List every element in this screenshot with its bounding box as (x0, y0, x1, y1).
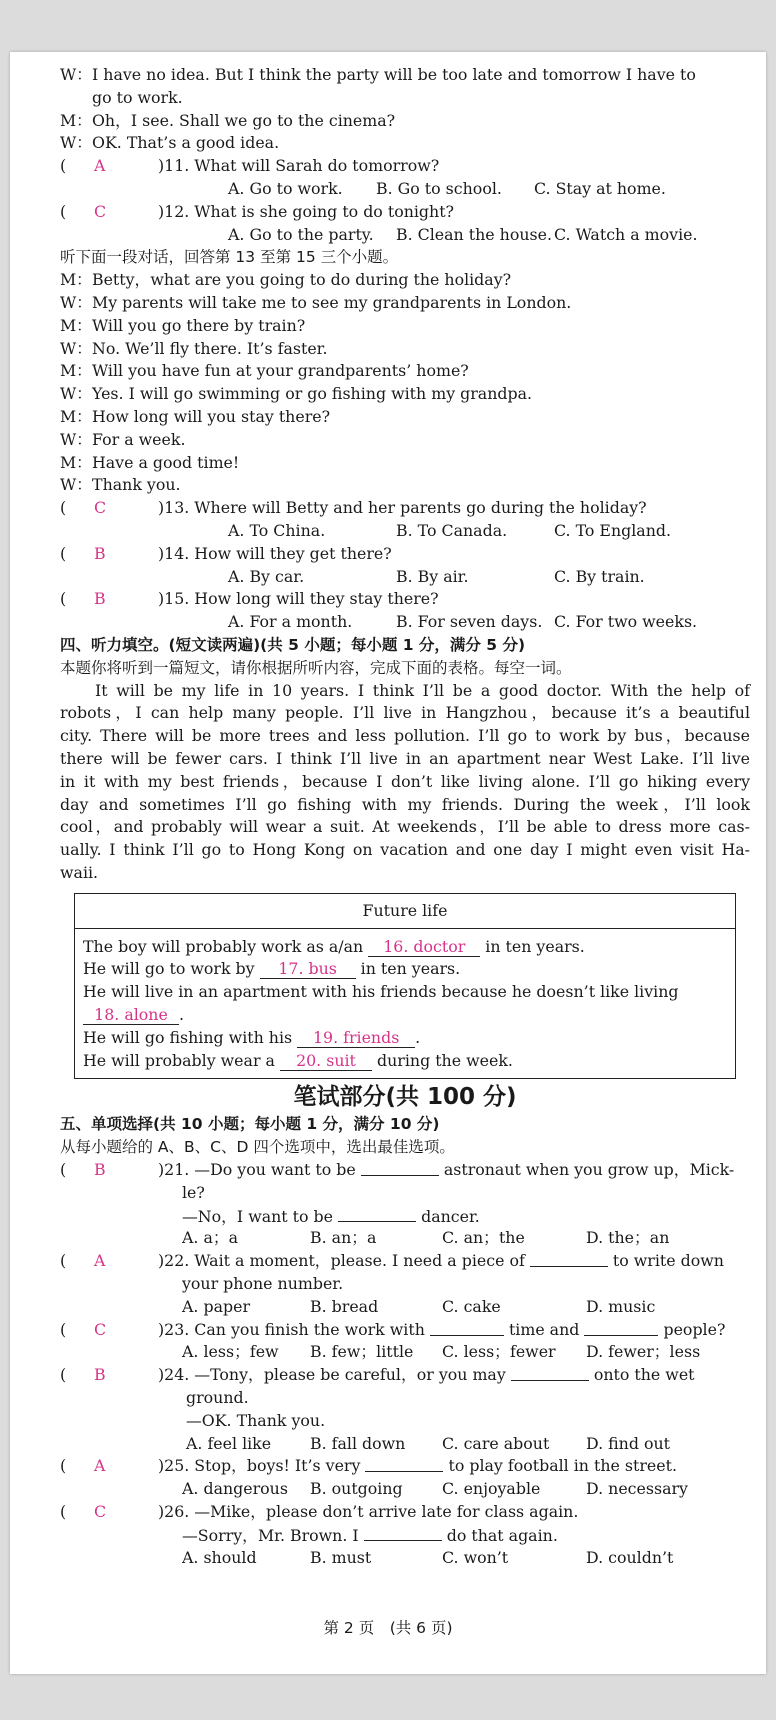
question-text: )15. How long will they stay there? (158, 589, 439, 609)
fill-blank-17: 17. bus (260, 960, 356, 979)
options-25: A. dangerous B. outgoing C. enjoyable D. necessary (182, 1479, 688, 1499)
dialog-line: W：Yes. I will go swimming or go fishing with my grandpa. (60, 384, 533, 404)
dialog-intro: 听下面一段对话，回答第 13 至第 15 三个小题。 (60, 248, 399, 267)
option-c: C. By train. (554, 566, 645, 586)
reply-line: —Sorry，Mr. Brown. I do that again. (182, 1525, 558, 1545)
question-11: ( A )11. What will Sarah do tomorrow? (60, 155, 750, 178)
option-a: A. For a month. (228, 612, 353, 632)
question-14: ( B )14. How will they get there? (60, 543, 750, 566)
answer-26: C (94, 1502, 107, 1522)
table-row: He will go to work by 17. bus in ten years. (83, 959, 461, 979)
options-12 (60, 224, 750, 247)
table-row: The boy will probably work as a/an 16. doctor in ten years. (83, 936, 585, 956)
question-15: ( B )15. How long will they stay there? (60, 588, 750, 611)
dialog-line: W：I have no idea. But I think the party will be too late and tomorrow I have to (60, 65, 696, 84)
question-21: ( B )21. —Do you want to be astronaut when you grow up，Mick- (60, 1159, 750, 1182)
option-c: C. Watch a movie. (554, 224, 698, 244)
options-24: A. feel like B. fall down C. care about D. find out (186, 1433, 671, 1453)
answer-25: A (94, 1456, 106, 1476)
answer-blank (430, 1319, 504, 1336)
passage-line: in it with my best friends，because I don’t like living alone. I’ll go hiking every (60, 771, 750, 791)
passage-line: ually. I think I’ll go to Hong Kong on vacation and one day I might even visit Ha- (60, 840, 750, 860)
table-row: He will probably wear a 20. suit during the week. (83, 1050, 513, 1070)
answer-24: B (94, 1365, 106, 1385)
question-23: ( C )23. Can you finish the work with time and people? (60, 1319, 750, 1342)
answer-13: C (94, 498, 107, 518)
question-22: ( A )22. Wait a moment，please. I need a piece of to write down (60, 1250, 750, 1273)
options-22: A. paper B. bread C. cake D. music (182, 1296, 656, 1316)
exam-page (10, 52, 766, 1674)
option-a: A. By car. (228, 566, 305, 586)
page-footer: 第 2 页 (共 6 页) (323, 1619, 453, 1637)
fill-blank-18: 18. alone (83, 1006, 179, 1025)
options-15 (60, 611, 750, 634)
option-c: C. Stay at home. (534, 178, 666, 198)
passage-line: city. There will be more trees and less pollution. I’ll go to work by bus，because (60, 726, 750, 746)
fill-blank-20: 20. suit (280, 1052, 372, 1071)
section-4-title: 四、听力填空。(短文读两遍)(共 5 小题；每小题 1 分，满分 5 分) (60, 635, 526, 654)
question-12: ( C )12. What is she going to do tonight? (60, 201, 750, 224)
dialog-line: M：Have a good time! (60, 452, 240, 472)
answer-blank (364, 1524, 442, 1541)
fill-blank-16: 16. doctor (368, 938, 480, 957)
answer-21: B (94, 1160, 106, 1180)
option-b: B. For seven days. (396, 612, 543, 632)
answer-15: B (94, 589, 106, 609)
option-c: C. For two weeks. (554, 612, 698, 632)
table-row: He will go fishing with his 19. friends . (83, 1027, 421, 1047)
option-b: B. By air. (396, 566, 469, 586)
table-title: Future life (75, 894, 735, 929)
dialog-line: W：For a week. (60, 429, 186, 449)
answer-blank (365, 1455, 443, 1472)
option-a: A. Go to the party. (228, 224, 374, 244)
question-24: ( B )24. —Tony，please be careful，or you may onto the wet (60, 1364, 750, 1387)
answer-blank (511, 1364, 589, 1381)
fill-blank-19: 19. friends (297, 1029, 415, 1048)
dialog-line: M：Oh，I see. Shall we go to the cinema? (60, 110, 396, 130)
passage-line: It will be my life in 10 years. I think I’ll be a good doctor. With the help of (95, 680, 750, 700)
passage-line: day and sometimes I’ll go fishing with my friends. During the week，I’ll look (60, 794, 750, 814)
answer-22: A (94, 1251, 106, 1271)
question-text: )12. What is she going to do tonight? (158, 201, 455, 221)
reply-line: —No，I want to be dancer. (182, 1206, 480, 1226)
written-part-title: 笔试部分(共 100 分) (293, 1084, 517, 1111)
passage-line: waii. (60, 862, 99, 882)
option-b: B. Go to school. (376, 178, 502, 198)
answer-11: A (94, 156, 106, 176)
answer-14: B (94, 543, 106, 563)
table-row: He will live in an apartment with his friends because he doesn’t like living (83, 982, 679, 1002)
option-b: B. To Canada. (396, 520, 508, 540)
options-26: A. should B. must C. won’t D. couldn’t (182, 1547, 674, 1567)
option-a: A. Go to work. (228, 178, 343, 198)
dialog-line: W：No. We’ll fly there. It’s faster. (60, 338, 328, 358)
question-25: ( A )25. Stop，boys! It’s very to play football in the street. (60, 1455, 750, 1478)
section-5-title: 五、单项选择(共 10 小题；每小题 1 分，满分 10 分) (60, 1115, 440, 1134)
options-21: A. a；a B. an；a C. an；the D. the；an (182, 1228, 670, 1248)
passage-line: robots，I can help many people. I’ll live in Hangzhou，because it’s a beautiful (60, 703, 750, 723)
dialog-line: W：My parents will take me to see my grandparents in London. (60, 292, 572, 312)
dialog-line: M：Betty，what are you going to do during the holiday? (60, 270, 512, 290)
option-b: B. Clean the house. (396, 224, 552, 244)
question-26: ( C )26. —Mike，please don’t arrive late for class again. (60, 1501, 750, 1524)
question-text: )11. What will Sarah do tomorrow? (158, 156, 440, 176)
dialog-line: M：Will you have fun at your grandparents’ home? (60, 361, 469, 381)
options-23: A. less；few B. few；little C. less；fewer D. fewer；less (182, 1342, 701, 1362)
answer-blank (361, 1159, 439, 1176)
answer-23: C (94, 1319, 107, 1339)
future-life-table (74, 893, 736, 1080)
option-a: A. To China. (228, 520, 326, 540)
options-14 (60, 566, 750, 589)
dialog-line: go to work. (92, 87, 183, 107)
table-row: 18. alone . (83, 1004, 735, 1027)
dialog-line: W：OK. That’s a good idea. (60, 133, 280, 153)
section-4-instructions: 本题你将听到一篇短文，请你根据所听内容，完成下面的表格。每空一词。 (60, 658, 572, 677)
answer-12: C (94, 201, 107, 221)
page-content: W：I have no idea. But I think the party will be too late and tomorrow I have to go to work. M：Oh，I see. Shall we go to the cinema? W：OK. That’s a good idea. ( A )11. What will Sarah do tomorrow? A. Go to work. B. Go to school. C. Stay at home. ( C )12. What is she going to do tonight? A. Go to the party. B. Clean the house. C. Watch a movie. 听下面一段对话，回答第 13 至第 15 三个小题。 M：Betty，what are you going to do during the holiday? W：My parents will take me to see my grandparents in London. M：Will you go there by train? W：No. We’ll fly there. It’s faster. M：Will you have fun at your grandparents’ home? W：Yes. I will go swimming or go fishing with my grandpa. M：How long will you stay there? W：For a week. M：Have a good time! W：Thank you. ( C )13. Where will Betty and her parents go during the holiday? A. To China. B. To Canada. C. To England. ( B )14. How will they get there? A. By car. B. By air. C. By train. ( B )15. How long will they stay there? A. For a month. B. For seven days. C. For two weeks. 四、听力填空。(短文读两遍)(共 5 小题；每小题 1 分，满分 5 分) 本题你将听到一篇短文，请你根据所听内容，完成下面的表格。每空一词。 It will be my life in 10 years. I think I’ll be a good doctor. With the help of robots，I can help many people. I’ll live in Hangzhou，because it’s a beautiful city. There will be more trees and less pollution. I’ll go to work by bus，because there will be fewer cars. I think I’ll live in an apartment near West Lake. I’ll live in it with my best friends，because I don’t like living alone. I’ll go hiking every day and sometimes I’ll go fishing with my friends. During the week，I’ll look cool，and probably will wear a suit. At weekends，I’ll be able to dress more cas- ually. I think I’ll go to Hong Kong on vacation and one day I might even visit Ha- waii. Future life The boy will probably work as a/an 16. doctor in ten years. He will go to work by 17. bus in ten years. He will live in an apartment with his friends because he doesn’t like living 18. alone . He will go fishing with his 19. friends . He will probably wear a 20. suit during the week. 笔试部分(共 100 分) 五、单项选择(共 10 小题；每小题 1 分，满分 10 分) 从每小题给的 A、B、C、D 四个选项中，选出最佳选项。 ( B )21. —Do you want to be astronaut when you grow up，Mick- le? —No，I want to be dancer. A. a；a B. an；a C. an；the D. the；an ( A )22. Wait a moment，please. I need a piece of to write down your phone number. A. paper B. bread C. cake D. music ( C )23. Can you finish the work with time and people? A. less；few B. few；little C. less；fewer D. fewer；less ( B )24. —Tony，please be careful，or you may onto the wet ground. —OK. Thank you. A. feel like B. fall down C. care about D. find out ( A )25. Stop，boys! It’s very to play football in the street. A. dangerous B. outgoing C. enjoyable D. necessary ( C )26. —Mike，please don’t arrive late for class again. —Sorry，Mr. Brown. I do that again. A. should B. must C. won’t D. couldn’t (60, 64, 750, 1569)
table-body (75, 929, 735, 1079)
dialog-line: M：How long will you stay there? (60, 406, 331, 426)
options-13 (60, 520, 750, 543)
option-c: C. To England. (554, 520, 672, 540)
dialog-line: M：Will you go there by train? (60, 315, 306, 335)
question-text: )13. Where will Betty and her parents go during the holiday? (158, 498, 647, 518)
options-11 (60, 178, 750, 201)
passage-line: cool，and probably will wear a suit. At weekends，I’ll be able to dress more cas- (60, 817, 750, 837)
answer-blank (338, 1205, 416, 1222)
section-5-instructions: 从每小题给的 A、B、C、D 四个选项中，选出最佳选项。 (60, 1138, 455, 1157)
dialog-line: W：Thank you. (60, 475, 181, 495)
passage-line: there will be fewer cars. I think I’ll live in an apartment near West Lake. I’ll live (60, 748, 750, 768)
question-text: )14. How will they get there? (158, 543, 392, 563)
answer-blank (530, 1250, 608, 1267)
answer-blank (584, 1319, 658, 1336)
question-13: ( C )13. Where will Betty and her parents go during the holiday? (60, 497, 750, 520)
